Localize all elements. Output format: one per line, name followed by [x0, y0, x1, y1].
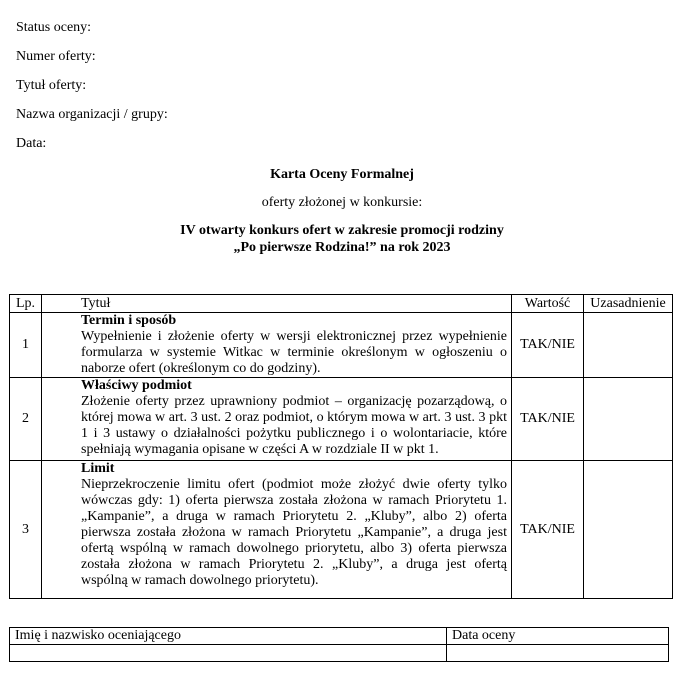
criterion-description: Złożenie oferty przez uprawniony podmiot – organizację pozarządową, o której mowa w art. 3 ust. 2 oraz podmiot, o którym mowa w art. 3 ust. 3 pkt 1 i 3 ustawy o działalności pożytku publicznego i o wolontariacie, które spełniają wymagania opisane w części A w rozdziale II w pkt 1. — [81, 394, 507, 457]
column-header-value: Wartość — [512, 295, 584, 313]
table-row — [10, 313, 673, 378]
table-header-row — [10, 295, 673, 313]
field-status: Status oceny: — [16, 20, 92, 35]
evaluation-date-field[interactable] — [447, 645, 669, 662]
evaluation-table — [9, 294, 673, 599]
document-title: Karta Oceny Formalnej — [270, 167, 414, 182]
value-cell: TAK/NIE — [512, 378, 584, 461]
criterion-title: Termin i sposób — [81, 313, 177, 328]
column-header-justification: Uzasadnienie — [584, 295, 673, 313]
criterion-description: Wypełnienie i złożenie oferty w wersji elektronicznej przez wypełnienie formularza w systemie Witkac w terminie określonym w ogłoszeniu o naborze ofert (określonym co do godziny). — [81, 329, 507, 376]
criterion-cell — [42, 461, 512, 599]
row-number: 3 — [10, 461, 42, 599]
criterion-cell — [42, 313, 512, 378]
value-cell: TAK/NIE — [512, 313, 584, 378]
field-date: Data: — [16, 136, 47, 151]
criterion-title: Właściwy podmiot — [81, 378, 192, 393]
column-header-title: Tytuł — [42, 295, 512, 313]
table-row — [10, 461, 673, 599]
evaluator-name-field[interactable] — [10, 645, 447, 662]
justification-cell[interactable] — [584, 378, 673, 461]
signature-table — [9, 627, 669, 662]
criterion-title: Limit — [81, 461, 115, 476]
field-offer-title: Tytuł oferty: — [16, 78, 87, 93]
evaluation-date-label: Data oceny — [447, 628, 669, 645]
justification-cell[interactable] — [584, 461, 673, 599]
column-header-lp: Lp. — [10, 295, 42, 313]
field-offer-number: Numer oferty: — [16, 49, 96, 64]
document-subtitle: oferty złożonej w konkursie: — [261, 195, 423, 210]
criterion-cell — [42, 378, 512, 461]
row-number: 2 — [10, 378, 42, 461]
signature-entry-row — [10, 645, 669, 662]
criterion-description: Nieprzekroczenie limitu ofert (podmiot może złożyć dwie oferty tylko wówczas gdy: 1) oferta pierwsza została złożona w ramach Priorytetu 1. „Kampanie”, a druga w ramach Priorytetu 2. „Kluby”, albo 2) oferta pierwsza została złożona w ramach Priorytetu „Kampanie”, a druga jest ofertą wspólną w ramach dowolnego priorytetu, albo 3) oferta pierwsza została złożona w ramach Priorytetu 2. „Kluby”, a druga jest ofertą wspólną w ramach dowolnego priorytetu). — [81, 477, 507, 588]
contest-name-line1: IV otwarty konkurs ofert w zakresie promocji rodziny — [180, 223, 504, 238]
field-organization: Nazwa organizacji / grupy: — [16, 107, 168, 122]
table-row — [10, 378, 673, 461]
value-cell: TAK/NIE — [512, 461, 584, 599]
evaluator-name-label: Imię i nazwisko oceniającego — [10, 628, 447, 645]
contest-name-line2: „Po pierwsze Rodzina!” na rok 2023 — [233, 240, 451, 255]
justification-cell[interactable] — [584, 313, 673, 378]
row-number: 1 — [10, 313, 42, 378]
signature-header-row — [10, 628, 669, 645]
